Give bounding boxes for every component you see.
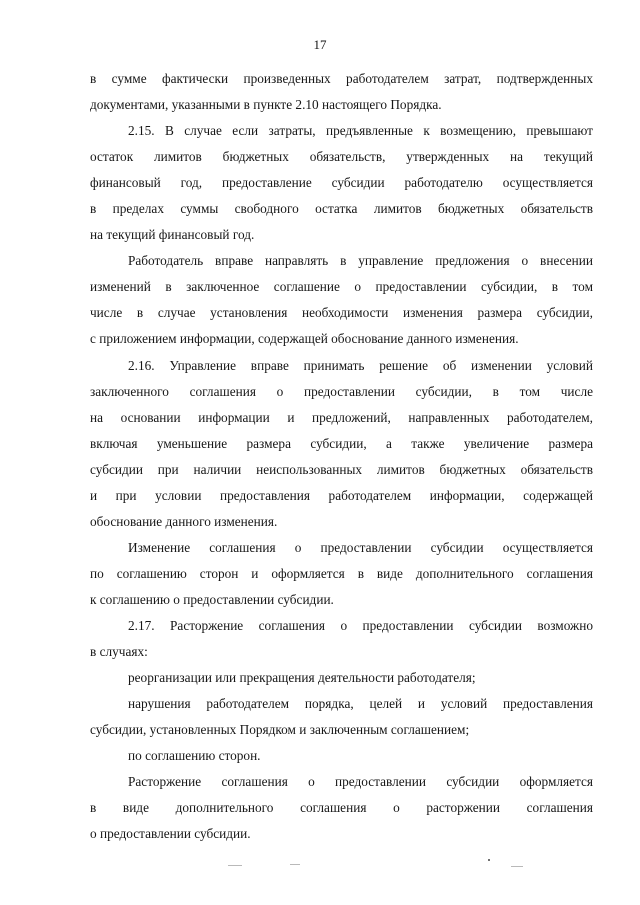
text-line: субсидии при наличии неиспользованных лимитов бюджетных обязательств <box>90 461 593 477</box>
paragraph <box>90 535 593 613</box>
paragraph <box>90 613 593 665</box>
text-line: и при условии предоставления работодателем информации, содержащей <box>90 487 593 503</box>
text-line: субсидии, установленных Порядком и заключенным соглашением; <box>90 722 470 738</box>
text-line: 2.16. Управление вправе принимать решение об изменении условий <box>128 357 593 373</box>
scan-artifact <box>228 865 242 866</box>
text-line: 2.15. В случае если затраты, предъявленные к возмещению, превышают <box>128 123 593 139</box>
text-line: изменений в заключенное соглашение о предоставлении субсидии, в том <box>90 279 593 295</box>
document-body <box>90 66 593 847</box>
text-line: реорганизации или прекращения деятельности работодателя; <box>128 670 476 686</box>
paragraph <box>90 353 593 535</box>
text-line: к соглашению о предоставлении субсидии. <box>90 591 334 607</box>
text-line: обоснование данного изменения. <box>90 513 278 529</box>
scan-artifact <box>511 866 523 867</box>
text-line: по соглашению сторон и оформляется в виде дополнительного соглашения <box>90 565 593 581</box>
list-item <box>90 691 593 743</box>
paragraph <box>90 66 593 118</box>
paragraph <box>90 769 593 847</box>
scan-artifact <box>290 864 300 865</box>
list-item <box>90 743 593 769</box>
text-line: 2.17. Расторжение соглашения о предоставлении субсидии возможно <box>128 617 593 633</box>
text-line: финансовый год, предоставление субсидии работодателю осуществляется <box>90 175 593 191</box>
text-line: остаток лимитов бюджетных обязательств, утвержденных на текущий <box>90 149 593 165</box>
text-line: на текущий финансовый год. <box>90 227 255 243</box>
text-line: с приложением информации, содержащей обоснование данного изменения. <box>90 331 519 347</box>
text-line: числе в случае установления необходимости изменения размера субсидии, <box>90 305 593 321</box>
text-line: документами, указанными в пункте 2.10 настоящего Порядка. <box>90 97 442 113</box>
text-line: Расторжение соглашения о предоставлении субсидии оформляется <box>128 774 593 790</box>
text-line: в пределах суммы свободного остатка лимитов бюджетных обязательств <box>90 201 593 217</box>
text-line: Изменение соглашения о предоставлении субсидии осуществляется <box>128 539 593 555</box>
paragraph <box>90 118 593 248</box>
text-line: о предоставлении субсидии. <box>90 826 251 842</box>
text-line: включая уменьшение размера субсидии, а также увеличение размера <box>90 435 593 451</box>
text-line: Работодатель вправе направлять в управление предложения о внесении <box>128 253 593 269</box>
text-line: на основании информации и предложений, направленных работодателем, <box>90 409 593 425</box>
page-number: 17 <box>313 37 327 52</box>
scan-artifact <box>488 859 490 861</box>
text-line: по соглашению сторон. <box>128 748 261 764</box>
text-line: в случаях: <box>90 644 148 660</box>
text-line: в сумме фактически произведенных работодателем затрат, подтвержденных <box>90 71 593 86</box>
text-line: в виде дополнительного соглашения о расторжении соглашения <box>90 800 593 816</box>
paragraph <box>90 248 593 352</box>
text-line: заключенного соглашения о предоставлении субсидии, в том числе <box>90 383 593 399</box>
list-item <box>90 665 593 691</box>
text-line: нарушения работодателем порядка, целей и условий предоставления <box>128 696 593 712</box>
